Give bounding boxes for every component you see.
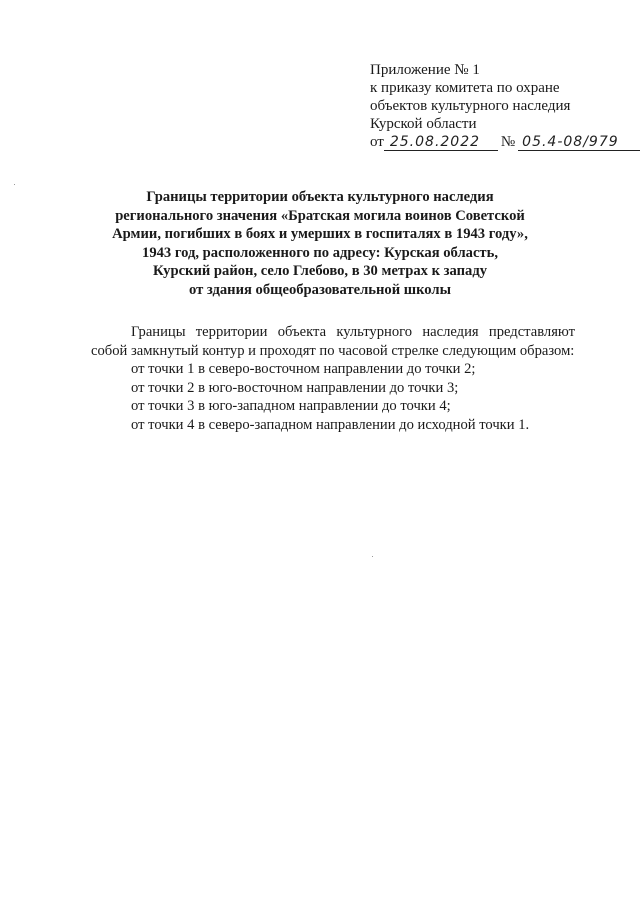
appendix-date-line [370,133,640,151]
intro-paragraph: Границы территории объекта культурного наследия представляют собой замкнутый контур и проходят по часовой стрелке следующим образом: [91,324,575,359]
appendix-order-line: к приказу комитета по охране [370,80,560,96]
handwritten-date: 25.08.2022 [384,134,498,151]
title-line: 1943 год, расположенного по адресу: Курская область, [142,244,498,261]
title-line: от здания общеобразовательной школы [188,281,451,298]
title-line: Курский район, село Глебово, в 30 метрах к западу [152,263,488,279]
scan-speck [372,556,373,557]
document-title [90,188,550,299]
appendix-block [370,61,640,151]
appendix-title: Приложение № 1 [370,62,480,78]
boundary-point: от точки 2 в юго-восточном направлении до точки 3; [131,379,459,396]
handwritten-number: 05.4-08/979 [518,134,640,151]
boundary-point: от точки 4 в северо-западном направлении до исходной точки 1. [131,416,530,433]
appendix-committee-line: объектов культурного наследия [370,98,571,114]
number-sign: № [500,134,516,150]
title-line: Армии, погибших в боях и умерших в госпиталях в 1943 году», [112,226,528,242]
boundary-point: от точки 1 в северо-восточном направлении до точки 2; [131,361,476,377]
appendix-region-line: Курской области [370,116,477,132]
title-line: Границы территории объекта культурного наследия [146,189,494,205]
title-line: регионального значения «Братская могила воинов Советской [115,207,525,224]
boundary-point: от точки 3 в юго-западном направлении до точки 4; [131,398,451,414]
document-body [91,323,575,434]
date-prefix: от [370,134,384,150]
scan-speck [14,184,15,185]
